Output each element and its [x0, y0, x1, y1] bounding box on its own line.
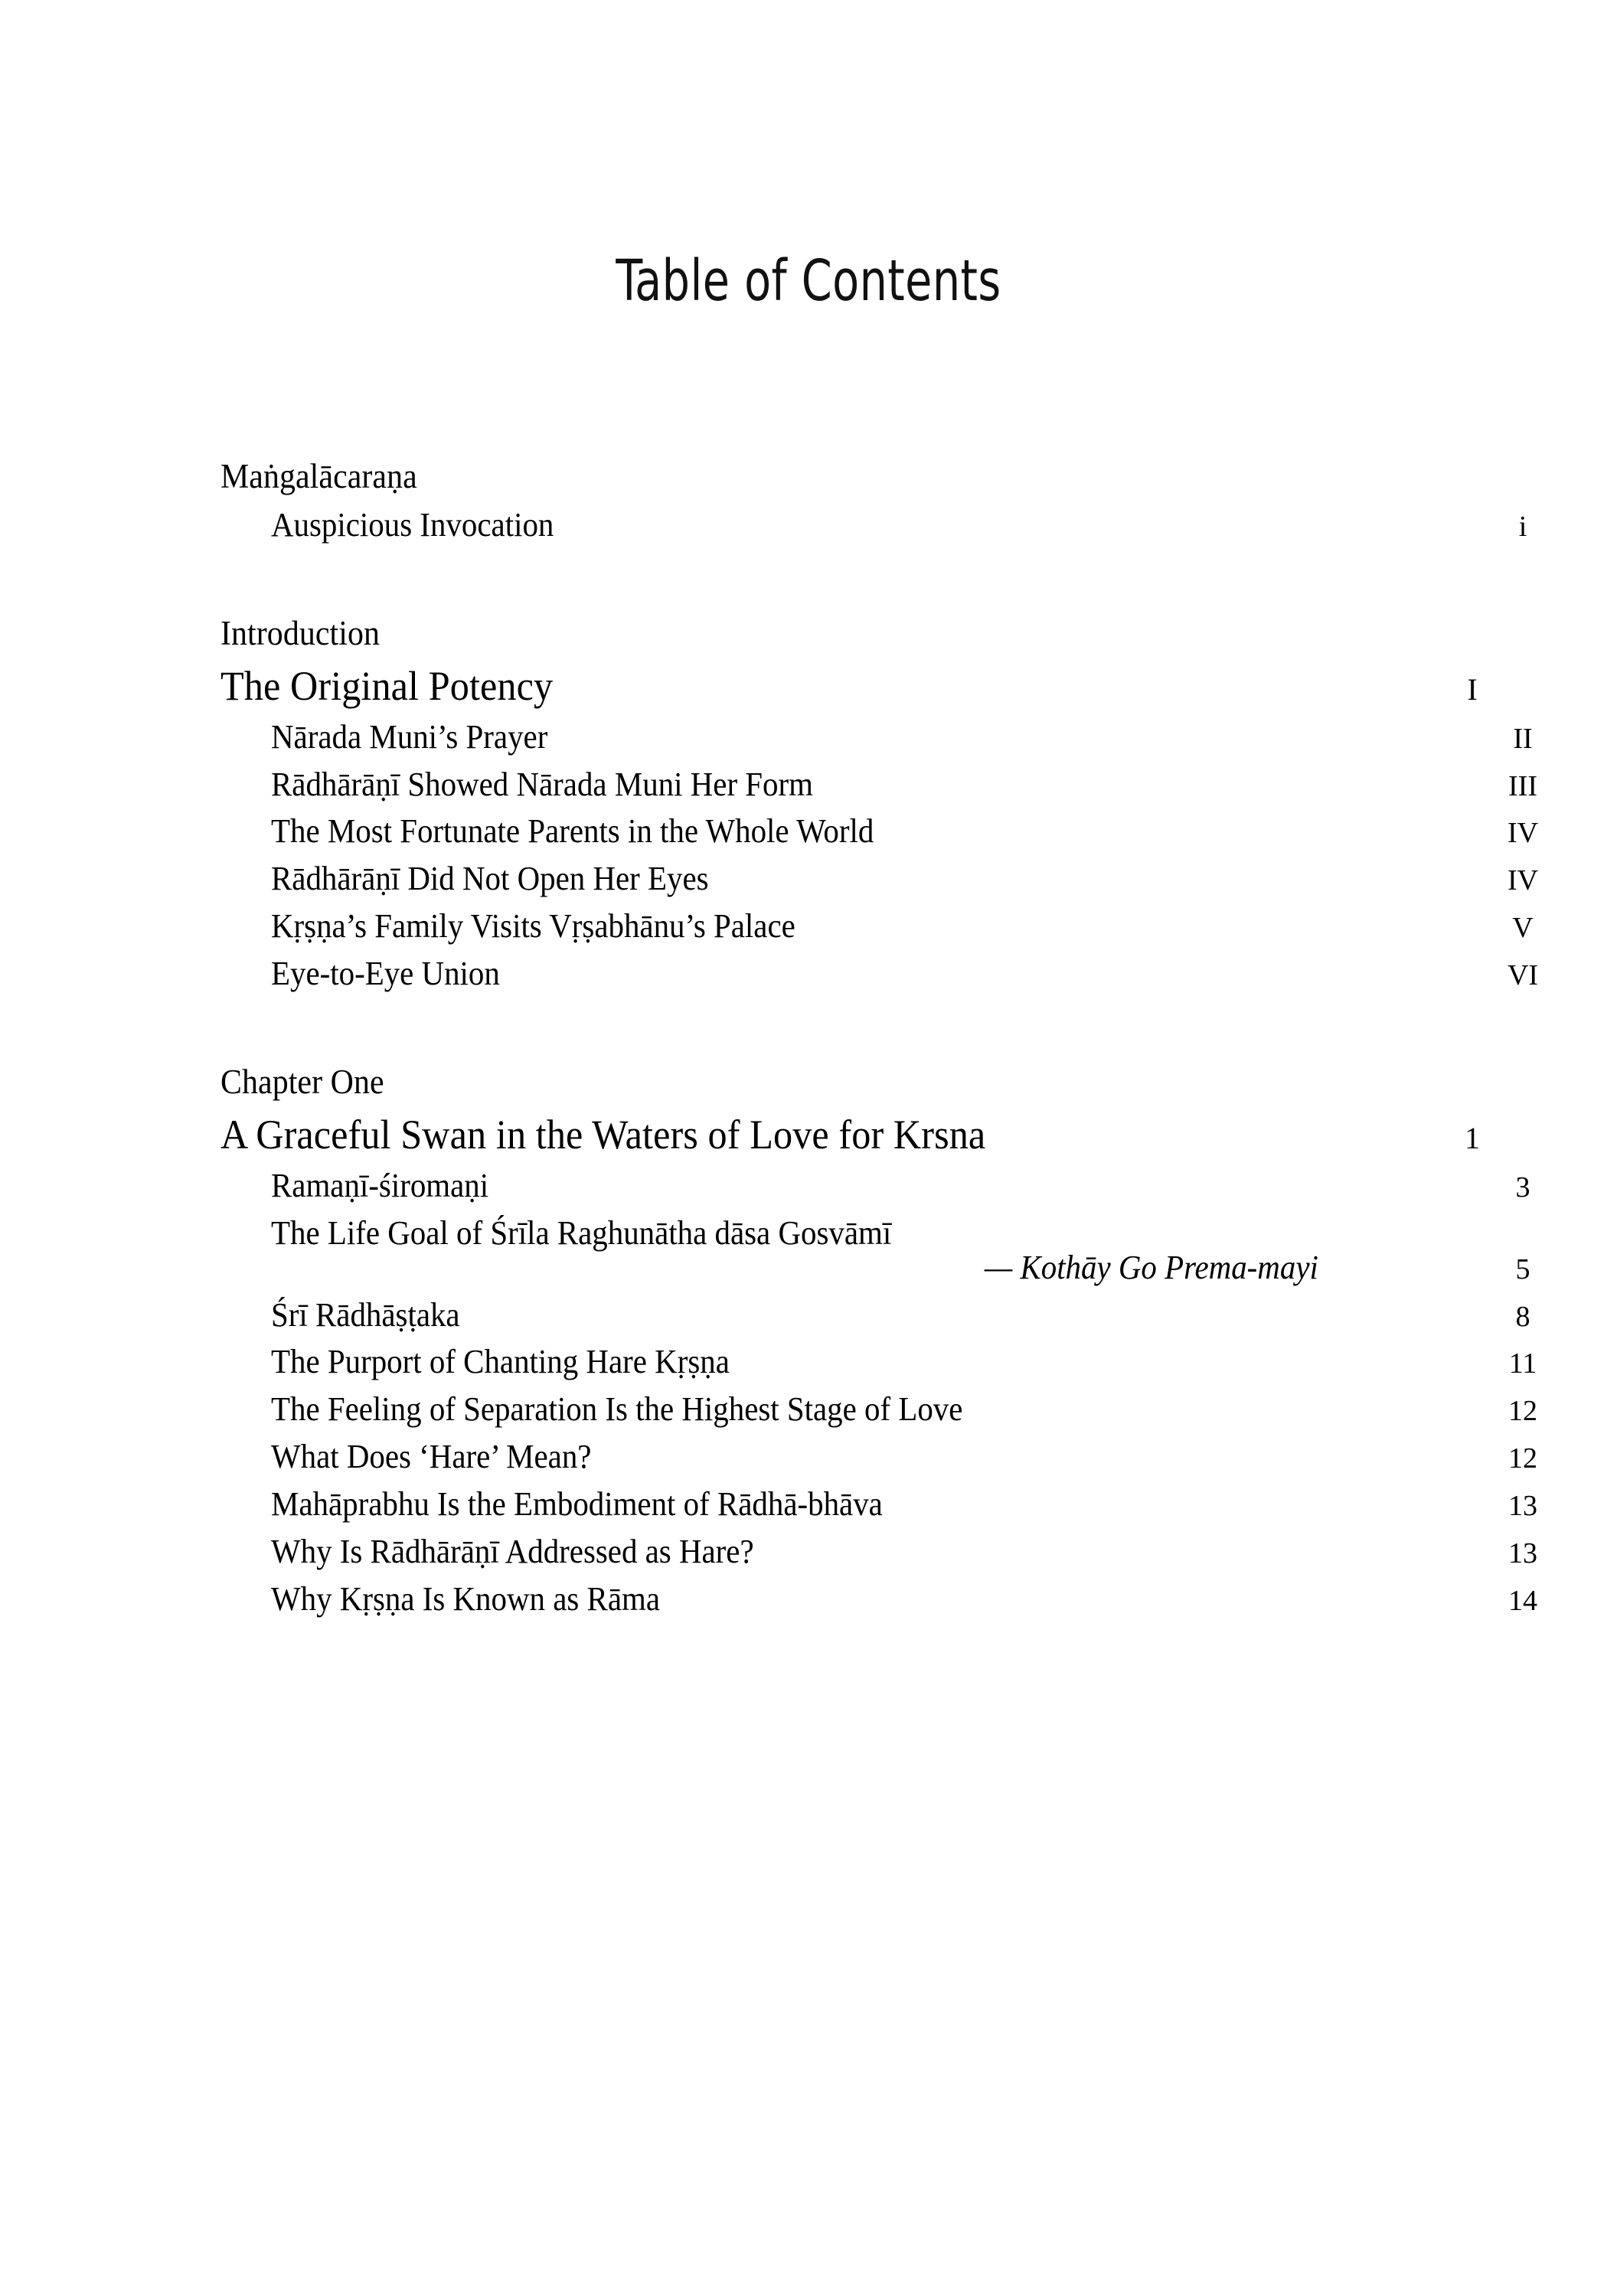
toc-entry-page: 13 — [1508, 1537, 1537, 1569]
page-title: Table of Contents — [616, 248, 1001, 314]
toc-section-chapter-one — [220, 1062, 1537, 1618]
toc-entry-label: The Feeling of Separation Is the Highest Stage of Love — [271, 1390, 963, 1429]
toc-entry-subtitle: — Kothāy Go Prema-mayi — [984, 1248, 1318, 1286]
toc-entry-label: Śrī Rādhāṣṭaka — [271, 1295, 460, 1334]
section-label: Chapter One — [220, 1062, 384, 1101]
toc-entry[interactable] — [220, 1579, 1565, 1618]
section-label-row — [220, 459, 1424, 495]
toc-entry-page: II — [1513, 722, 1533, 755]
toc-entry-page: 14 — [1508, 1584, 1537, 1617]
toc-entry-label: The Life Goal of Śrīla Raghunātha dāsa Gosvāmī — [271, 1213, 892, 1252]
toc-entry-label: Auspicious Invocation — [271, 505, 554, 544]
toc-chapter-row[interactable] — [220, 1111, 1514, 1158]
toc-entry-label: What Does ‘Hare’ Mean? — [271, 1438, 592, 1476]
toc-entry[interactable] — [220, 1440, 1565, 1475]
toc-entry-page: 11 — [1508, 1347, 1537, 1380]
toc-entry-page — [1481, 1220, 1565, 1250]
toc-entry[interactable] — [220, 907, 1565, 946]
toc-entry-label: Rādhārāṇī Showed Nārada Muni Her Form — [271, 765, 813, 803]
toc-chapter-row[interactable] — [220, 662, 1514, 709]
toc-entry[interactable] — [220, 1166, 1565, 1204]
toc-entry-page: 13 — [1508, 1490, 1537, 1523]
toc-entry[interactable] — [220, 765, 1565, 803]
toc-entry[interactable] — [220, 505, 1565, 544]
toc-entry[interactable] — [220, 1213, 1565, 1252]
toc-entry-label: Why Kṛṣṇa Is Known as Rāma — [271, 1579, 660, 1618]
toc-entry[interactable] — [220, 812, 1565, 851]
toc-entry-label: Ramaṇī-śiromaṇi — [271, 1166, 489, 1204]
section-label: Introduction — [220, 613, 381, 652]
toc-entry-label: The Most Fortunate Parents in the Whole World — [271, 812, 874, 851]
toc-entry[interactable] — [220, 1295, 1565, 1334]
toc-entry[interactable] — [220, 862, 1565, 897]
toc-entry[interactable] — [220, 717, 1565, 756]
section-label-row — [220, 1062, 1424, 1101]
toc-chapter-page: 1 — [1465, 1120, 1480, 1155]
toc-entry-label: The Purport of Chanting Hare Kṛṣṇa — [271, 1343, 730, 1381]
toc-entry-label: Why Is Rādhārāṇī Addressed as Hare? — [271, 1532, 754, 1570]
toc-entry-label: Eye-to-Eye Union — [271, 955, 500, 993]
toc-entry[interactable] — [220, 1345, 1565, 1380]
toc-entry-label: Nārada Muni’s Prayer — [271, 717, 548, 756]
toc-chapter-title: The Original Potency — [220, 662, 554, 709]
toc-chapter-page: I — [1467, 671, 1478, 707]
toc-entry-page: 12 — [1508, 1395, 1537, 1428]
toc-entry-page: V — [1512, 912, 1534, 945]
toc-entry-label: Kṛṣṇa’s Family Visits Vṛṣabhānu’s Palace — [271, 907, 795, 946]
toc-entry-label: Mahāprabhu Is the Embodiment of Rādhā-bhāva — [271, 1485, 883, 1524]
toc-entry[interactable] — [220, 957, 1565, 991]
section-label-row — [220, 613, 1424, 652]
section-label: Maṅgalācaraṇa — [220, 457, 417, 495]
toc-entry[interactable] — [220, 1390, 1565, 1429]
toc-entry-page: i — [1518, 510, 1527, 543]
toc-entry-page: 5 — [1515, 1253, 1530, 1285]
toc-chapter-title: A Graceful Swan in the Waters of Love for Krsna — [220, 1111, 986, 1158]
toc-entry-page: 12 — [1508, 1442, 1537, 1475]
toc-entry[interactable] — [220, 1485, 1565, 1524]
toc-entry-page: III — [1508, 769, 1537, 802]
toc-section-mangalacarana — [220, 457, 1527, 544]
toc-entry-continuation[interactable] — [220, 1248, 1565, 1286]
toc-entry-page: VI — [1507, 959, 1539, 992]
toc-entry-label: Rādhārāṇī Did Not Open Her Eyes — [271, 860, 709, 898]
toc-entry-page: IV — [1507, 817, 1539, 850]
toc-list — [220, 457, 1539, 1618]
toc-entry-page: IV — [1507, 864, 1539, 897]
toc-entry[interactable] — [220, 1532, 1565, 1570]
toc-section-introduction — [220, 613, 1539, 993]
toc-entry-page: 8 — [1515, 1300, 1530, 1333]
toc-entry-page: 3 — [1515, 1171, 1530, 1204]
